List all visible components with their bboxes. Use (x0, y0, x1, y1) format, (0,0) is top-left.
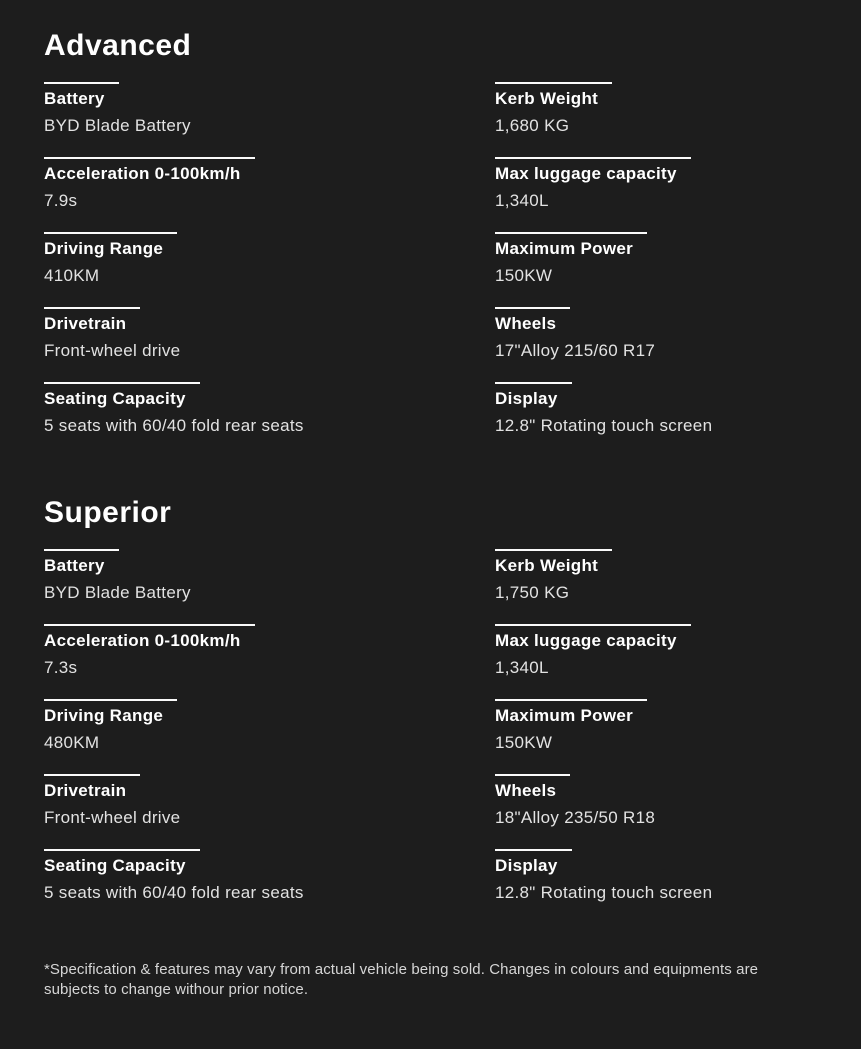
trim-section-superior (44, 495, 817, 924)
spec-value: 7.3s (44, 658, 78, 677)
spec-label: Max luggage capacity (495, 624, 691, 651)
spec-label: Max luggage capacity (495, 157, 691, 184)
spec-column-right (495, 82, 817, 457)
spec-item-maximum-power (495, 699, 817, 753)
spec-item-max-luggage (495, 624, 817, 678)
spec-item-display (495, 849, 817, 903)
spec-label: Drivetrain (44, 307, 140, 334)
disclaimer-text: *Specification & features may vary from actual vehicle being sold. Changes in colours and equipments are subjects to change withour prior notice. (44, 961, 759, 998)
spec-value: 1,340L (495, 658, 549, 677)
spec-value: 12.8" Rotating touch screen (495, 883, 713, 902)
spec-item-drivetrain (44, 307, 495, 361)
spec-item-battery (44, 82, 495, 136)
spec-item-acceleration (44, 157, 495, 211)
spec-item-driving-range (44, 232, 495, 286)
spec-value: 410KM (44, 266, 100, 285)
spec-value: 17"Alloy 215/60 R17 (495, 341, 656, 360)
spec-value: Front-wheel drive (44, 808, 181, 827)
spec-label: Drivetrain (44, 774, 140, 801)
spec-item-acceleration (44, 624, 495, 678)
spec-value: 18"Alloy 235/50 R18 (495, 808, 656, 827)
trim-section-advanced (44, 28, 817, 457)
spec-label: Driving Range (44, 699, 177, 726)
trim-title-superior: Superior (44, 496, 172, 529)
spec-grid-superior (44, 549, 817, 924)
spec-item-kerb-weight (495, 549, 817, 603)
spec-label: Wheels (495, 774, 570, 801)
spec-value: Front-wheel drive (44, 341, 181, 360)
spec-item-battery (44, 549, 495, 603)
spec-item-wheels (495, 307, 817, 361)
spec-label: Acceleration 0-100km/h (44, 624, 255, 651)
spec-label: Battery (44, 82, 119, 109)
spec-label: Driving Range (44, 232, 177, 259)
spec-label: Kerb Weight (495, 549, 612, 576)
spec-value: 7.9s (44, 191, 78, 210)
spec-label: Maximum Power (495, 699, 647, 726)
spec-value: 150KW (495, 266, 553, 285)
spec-column-left (44, 549, 495, 924)
spec-label: Battery (44, 549, 119, 576)
spec-label: Display (495, 849, 572, 876)
spec-value: BYD Blade Battery (44, 116, 191, 135)
spec-item-kerb-weight (495, 82, 817, 136)
spec-value: 1,680 KG (495, 116, 570, 135)
spec-value: 480KM (44, 733, 100, 752)
spec-label: Maximum Power (495, 232, 647, 259)
spec-item-max-luggage (495, 157, 817, 211)
spec-item-display (495, 382, 817, 436)
spec-value: 12.8" Rotating touch screen (495, 416, 713, 435)
spec-value: 5 seats with 60/40 fold rear seats (44, 883, 304, 902)
spec-value: BYD Blade Battery (44, 583, 191, 602)
spec-label: Seating Capacity (44, 849, 200, 876)
spec-value: 5 seats with 60/40 fold rear seats (44, 416, 304, 435)
spec-item-seating-capacity (44, 849, 495, 903)
spec-column-left (44, 82, 495, 457)
spec-label: Wheels (495, 307, 570, 334)
spec-item-drivetrain (44, 774, 495, 828)
spec-grid-advanced (44, 82, 817, 457)
spec-value: 150KW (495, 733, 553, 752)
spec-label: Display (495, 382, 572, 409)
spec-item-maximum-power (495, 232, 817, 286)
spec-label: Seating Capacity (44, 382, 200, 409)
spec-item-driving-range (44, 699, 495, 753)
spec-item-wheels (495, 774, 817, 828)
spec-label: Kerb Weight (495, 82, 612, 109)
trim-title-advanced: Advanced (44, 29, 192, 62)
spec-label: Acceleration 0-100km/h (44, 157, 255, 184)
spec-item-seating-capacity (44, 382, 495, 436)
spec-value: 1,750 KG (495, 583, 570, 602)
spec-value: 1,340L (495, 191, 549, 210)
spec-column-right (495, 549, 817, 924)
